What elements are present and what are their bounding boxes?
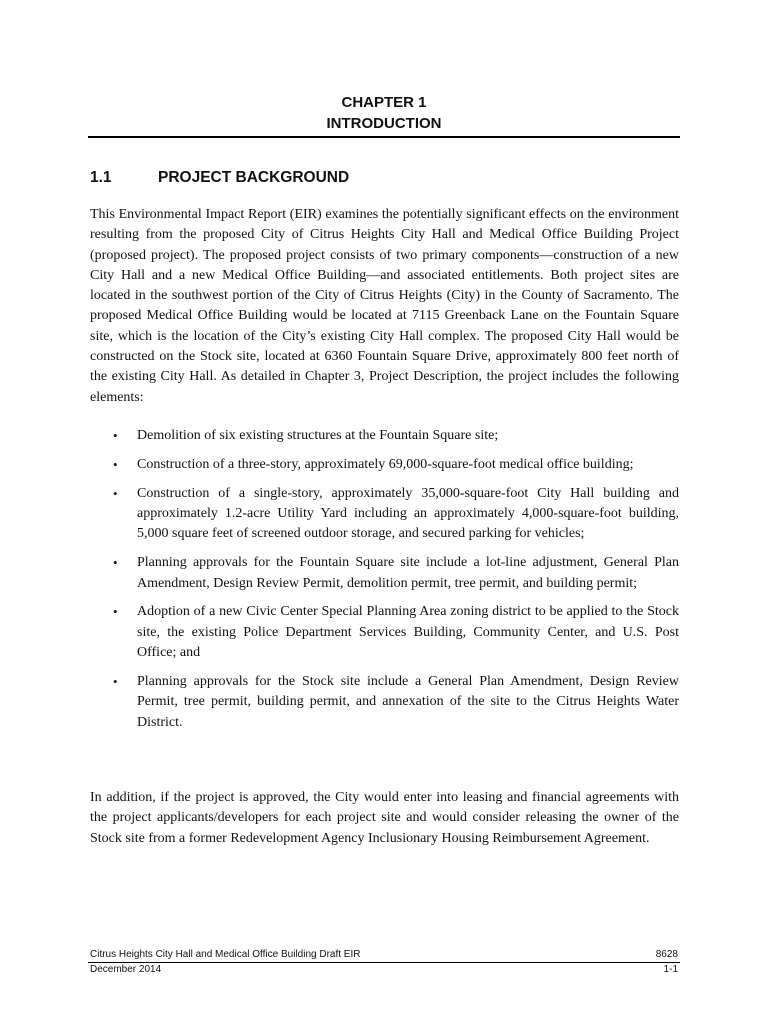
list-item [90,455,679,475]
list-item-text: Planning approvals for the Fountain Square site include a lot-line adjustment, General Plan Amendment, Design Review Permit, demolition permit, tree permit, and building permit; [137,555,679,591]
list-item-text: Planning approvals for the Stock site include a General Plan Amendment, Design Review Permit, tree permit, building permit, and annexation of the site to the Citrus Heights Water District. [137,673,679,730]
list-item-text: Adoption of a new Civic Center Special Planning Area zoning district to be applied to the Stock site, the existing Police Department Services Building, Community Center, and U.S. Post Office; and [137,604,679,661]
section-title: PROJECT BACKGROUND [158,169,350,186]
list-item [90,553,679,594]
project-elements-list [90,426,679,741]
intro-paragraph: This Environmental Impact Report (EIR) examines the potentially significant effects on the environment resulting from the proposed City of Citrus Heights City Hall and Medical Office Building Project (proposed project). The proposed project consists of two primary components—construction of a new City Hall and a new Medical Office Building—and associated entitlements. Both project sites are located in the southwest portion of the City of Citrus Heights (City) in the County of Sacramento. The proposed Medical Office Building would be located at 7115 Greenback Lane on the Fountain Square site, which is the location of the City’s existing City Hall complex. The proposed City Hall would be constructed on the Stock site, located at 6360 Fountain Square Drive, approximately 800 feet north of the existing City Hall. As detailed in Chapter 3, Project Description, the project includes the following elements: [90,207,679,405]
footer-project-number: 8628 [655,949,678,960]
list-item-text: Construction of a single-story, approximately 35,000-square-foot City Hall building and approximately 1.2-acre Utility Yard including an approximately 4,000-square-foot building, 5,000 square feet of screened outdoor storage, and secured parking for vehicles; [137,485,679,542]
bullet-icon: • [113,604,118,620]
list-item [90,602,679,663]
footer-doc-title: Citrus Heights City Hall and Medical Office Building Draft EIR [90,949,361,960]
chapter-heading [88,92,680,134]
bullet-icon: • [113,555,118,571]
list-item [90,484,679,545]
footer-page-number: 1-1 [663,964,678,975]
heading-divider [88,136,680,138]
section-number: 1.1 [90,169,112,186]
bullet-icon: • [113,485,118,501]
list-item-text: Construction of a three-story, approximately 69,000-square-foot medical office building; [137,456,634,472]
bullet-icon: • [113,673,118,689]
chapter-title: INTRODUCTION [326,115,442,132]
footer-divider [88,962,680,963]
closing-paragraph: In addition, if the project is approved, the City would enter into leasing and financial agreements with the project applicants/developers for each project site and would consider releasing the owner of the Stock site from a former Redevelopment Agency Inclusionary Housing Reimbursement Agreement. [90,790,679,846]
list-item [90,672,679,733]
list-item [90,426,679,446]
bullet-icon: • [113,456,118,472]
chapter-number: CHAPTER 1 [341,94,427,111]
list-item-text: Demolition of six existing structures at the Fountain Square site; [137,428,499,443]
bullet-icon: • [113,428,118,443]
footer-date: December 2014 [90,964,162,975]
